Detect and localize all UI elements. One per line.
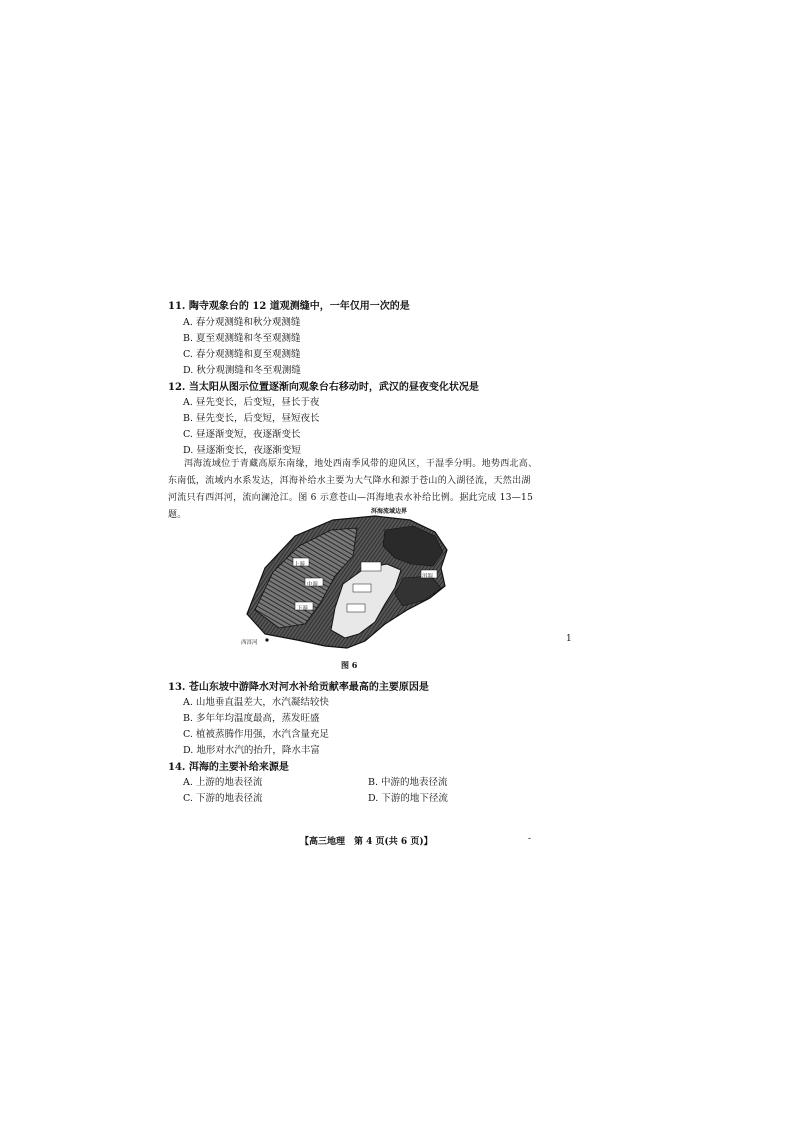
label-upstream: 上游 (294, 562, 306, 568)
label-erhai: 洱海 (422, 574, 434, 580)
question-11-stem: 11. 陶寺观象台的 12 道观测缝中，一年仅用一次的是 (168, 301, 410, 312)
scan-mark: - (528, 834, 532, 844)
label-downstream: 下游 (297, 606, 309, 612)
question-11-option-d: D. 秋分观测缝和冬至观测缝 (183, 365, 301, 376)
figure-caption: 图 6 (341, 660, 358, 670)
question-11-option-a: A. 春分观测缝和秋分观测缝 (183, 317, 301, 328)
question-13-option-d: D. 地形对水汽的抬升，降水丰富 (183, 745, 320, 756)
page-footer: 【高三地理 第 4 页(共 6 页)】 (300, 837, 433, 847)
question-12-option-b: B. 昼先变长，后变短，昼短夜长 (183, 413, 320, 424)
passage-paragraph: 洱海流域位于青藏高原东南缘，地处西南季风带的迎风区，干湿季分明。地势西北高、东南低，流域内水系发达，洱海补给水主要为大气降水和源于苍山的入湖径流，天然出湖河流只有西洱河，流向澜沧江。图 6 示意苍山—洱海地表水补给比例。据此完成 13—15 题。 (168, 459, 538, 520)
question-12-option-d: D. 昼逐渐变长，夜逐渐变短 (183, 445, 301, 456)
question-12-option-c: C. 昼逐渐变短，夜逐渐变长 (183, 429, 301, 440)
question-11-option-c: C. 春分观测缝和夏至观测缝 (183, 349, 301, 360)
question-12-option-a: A. 昼先变长，后变短，昼长于夜 (183, 397, 320, 408)
question-14-option-b: B. 中游的地表径流 (368, 777, 448, 788)
question-11-option-b: B. 夏至观测缝和冬至观测缝 (183, 333, 301, 344)
question-14-option-c: C. 下游的地表径流 (183, 793, 263, 804)
question-12-stem: 12. 当太阳从图示位置逐渐向观象台右移动时，武汉的昼夜变化状况是 (168, 382, 479, 393)
label-midstream: 中游 (307, 582, 319, 588)
question-13-stem: 13. 苍山东坡中游降水对河水补给贡献率最高的主要原因是 (168, 682, 429, 693)
question-14-option-a: A. 上游的地表径流 (183, 777, 263, 788)
question-13-option-b: B. 多年年均温度最高，蒸发旺盛 (183, 713, 320, 724)
terrain-map (235, 506, 470, 656)
question-13-option-a: A. 山地垂直温差大，水汽凝结较快 (183, 697, 329, 708)
label-xierhe: 西洱河 (241, 640, 258, 646)
question-13-option-c: C. 植被蒸腾作用强，水汽含量充足 (183, 729, 329, 740)
question-14-option-d: D. 下游的地下径流 (368, 793, 448, 804)
scan-mark: 1 (566, 634, 572, 644)
figure-title: 洱海流域边界 (371, 508, 408, 515)
question-14-stem: 14. 洱海的主要补给来源是 (168, 762, 289, 773)
